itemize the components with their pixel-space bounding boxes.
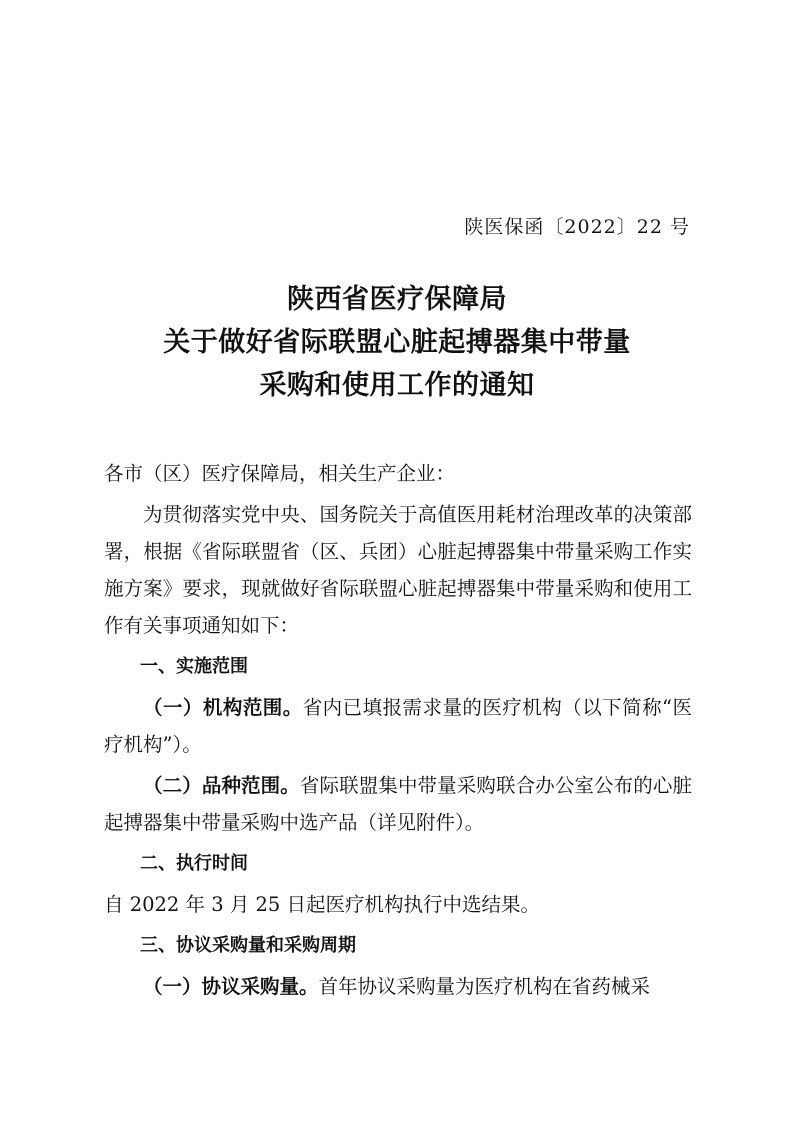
salutation: 各市（区）医疗保障局，相关生产企业： <box>104 462 456 485</box>
section-1-item-1 <box>104 689 692 763</box>
section-1-item-2 <box>104 767 692 841</box>
section-2-heading: 二、执行时间 <box>140 853 248 874</box>
title-line-1: 陕西省医疗保障局 <box>287 284 507 315</box>
document-body <box>104 455 692 1009</box>
document-title <box>0 278 794 407</box>
title-line-3: 采购和使用工作的通知 <box>259 370 535 401</box>
section-2-text: 自 2022 年 3 月 25 日起医疗机构执行中选结果。 <box>104 893 541 916</box>
section-1-item-2-label: （二）品种范围。 <box>143 774 300 797</box>
section-1-item-2-text: 省际联盟集中带量采购联合办公室公布的心脏起搏器集中带量采购中选产品（详见附件）。 <box>104 774 692 834</box>
section-1-item-1-text: 省内已填报需求量的医疗机构（以下简称“医疗机构”）。 <box>104 696 692 756</box>
title-line-2: 关于做好省际联盟心脏起搏器集中带量 <box>163 327 631 358</box>
section-3-item-1-label: （一）协议采购量。 <box>143 975 319 998</box>
section-1-heading: 一、实施范围 <box>140 656 248 677</box>
section-1-item-1-label: （一）机构范围。 <box>143 696 303 719</box>
section-3-heading: 三、协议采购量和采购周期 <box>140 935 356 956</box>
document-number: 陕医保函〔2022〕22 号 <box>464 216 690 238</box>
section-3-item-1 <box>104 968 692 1005</box>
intro-paragraph: 为贯彻落实党中央、国务院关于高值医用耗材治理改革的决策部署，根据《省际联盟省（区、兵团）心脏起搏器集中带量采购工作实施方案》要求，现就做好省际联盟心脏起搏器集中带量采购和使用工作有关事项通知如下： <box>104 503 692 637</box>
section-3-item-1-text: 首年协议采购量为医疗机构在省药械采 <box>318 975 651 998</box>
